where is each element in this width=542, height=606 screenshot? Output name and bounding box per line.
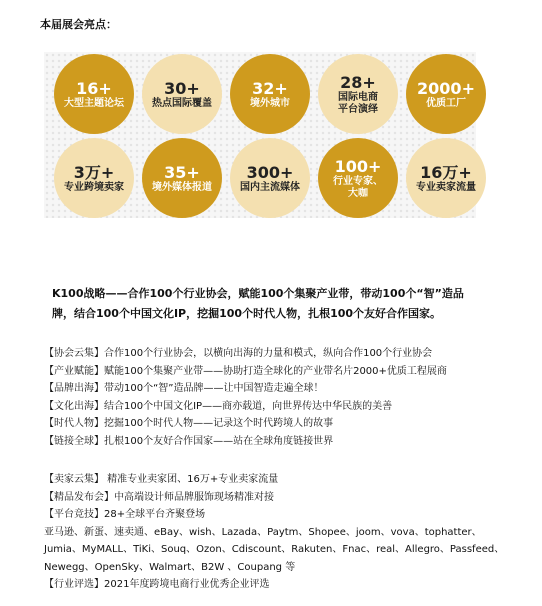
list-text: 中高端设计师品牌服饰现场精准对接 [114,491,274,503]
list-tag: 【行业评选】 [44,579,104,590]
highlight-circle [142,54,222,134]
k100-strategy [52,284,502,324]
list-item [44,363,514,381]
list-text: 带动100个“智”造品牌——让中国智造走遍全球！ [104,383,324,394]
highlights-panel [44,52,476,218]
list-tag: 【精品发布会】 [44,491,114,503]
platforms-text: 亚马逊、新蛋、速卖通、eBay、wish、Lazada、Paytm、Shopee、joom、vova、tophatter、Jumia、MyMALL、TiKi、Souq、Ozon、Cdiscount、Rakuten、Fnac、real、Allegro、Passfeed、Newegg、OpenSky、Walmart、B2W 、Coupang 等 [44,526,505,573]
highlight-circle [318,54,398,134]
highlight-circles [44,52,476,218]
list-tag: 【品牌出海】 [44,383,104,394]
highlight-number: 16+ [76,78,112,98]
strategy-line-1: K100战略——合作100个行业协会，赋能100个集聚产业带，带动100个“智”造品 [52,287,464,300]
highlight-label: 国际电商 [338,91,378,103]
list-item [44,345,514,363]
list-tag: 【协会云集】 [44,348,104,359]
highlight-label: 大型主题论坛 [64,97,124,109]
list-tag: 【文化出海】 [44,400,104,412]
highlight-circle [142,138,222,218]
list-item [44,415,514,433]
list-tag: 【平台竞技】 [44,509,104,520]
list-text: 2021年度跨境电商行业优秀企业评选 [104,579,270,590]
list-text: 扎根100个友好合作国家——站在全球角度链接世界 [104,435,334,447]
list-item [44,576,514,594]
highlight-number: 30+ [164,78,200,98]
list-text: 赋能100个集聚产业带——协助打造全球化的产业带名片2000+优质工程展商 [104,365,447,377]
highlight-label: 专业卖家流量 [416,181,476,193]
highlight-number: 32+ [252,78,288,98]
highlight-label: 大咖 [348,187,368,199]
list-text: 精准专业卖家团、16万+专业卖家流量 [104,474,279,485]
highlight-circle [54,138,134,218]
highlight-label: 境外城市 [250,97,290,109]
list-text: 合作100个行业协会，以横向出海的力量和模式，纵向合作100个行业协会 [104,348,433,359]
list-text: 结合100个中国文化IP——商亦载道，向世界传达中华民族的美善 [104,400,393,412]
list-item [44,506,514,524]
highlight-number: 16万+ [420,162,472,182]
features-list [44,471,514,594]
list-item [44,398,514,416]
list-item [44,433,514,451]
highlight-number: 300+ [246,162,294,182]
highlight-label: 热点国际覆盖 [152,97,212,109]
highlight-number: 35+ [164,162,200,182]
list-item [44,489,514,507]
highlight-number: 28+ [340,72,376,92]
list-text: 挖掘100个时代人物——记录这个时代跨境人的故事 [104,418,334,429]
highlight-number: 100+ [334,156,382,176]
list-item [44,471,514,489]
list-tag: 【产业赋能】 [44,365,104,377]
highlight-label: 平台演绎 [338,103,378,115]
highlight-circle [230,138,310,218]
list-tag: 【链接全球】 [44,435,104,447]
section-title: 本届展会亮点： [40,18,117,31]
highlight-label: 专业跨境卖家 [64,181,124,193]
highlight-label: 境外媒体报道 [152,181,212,193]
highlight-label: 行业专家、 [333,175,383,187]
list-tag: 【卖家云集】 [44,474,104,485]
k100-list [44,345,514,450]
highlight-circle [406,54,486,134]
strategy-line-2: 牌，结合100个中国文化IP，挖掘100个时代人物，扎根100个友好合作国家。 [52,307,442,320]
list-tag: 【时代人物】 [44,418,104,429]
highlight-circle [54,54,134,134]
list-text: 28+全球平台齐聚登场 [104,509,206,520]
highlight-circle [318,138,398,218]
highlight-circle [230,54,310,134]
highlight-label: 国内主流媒体 [240,181,300,193]
highlight-circle [406,138,486,218]
highlight-number: 3万+ [73,162,115,182]
highlight-number: 2000+ [417,78,475,98]
highlight-label: 优质工厂 [426,97,466,109]
list-item [44,380,514,398]
